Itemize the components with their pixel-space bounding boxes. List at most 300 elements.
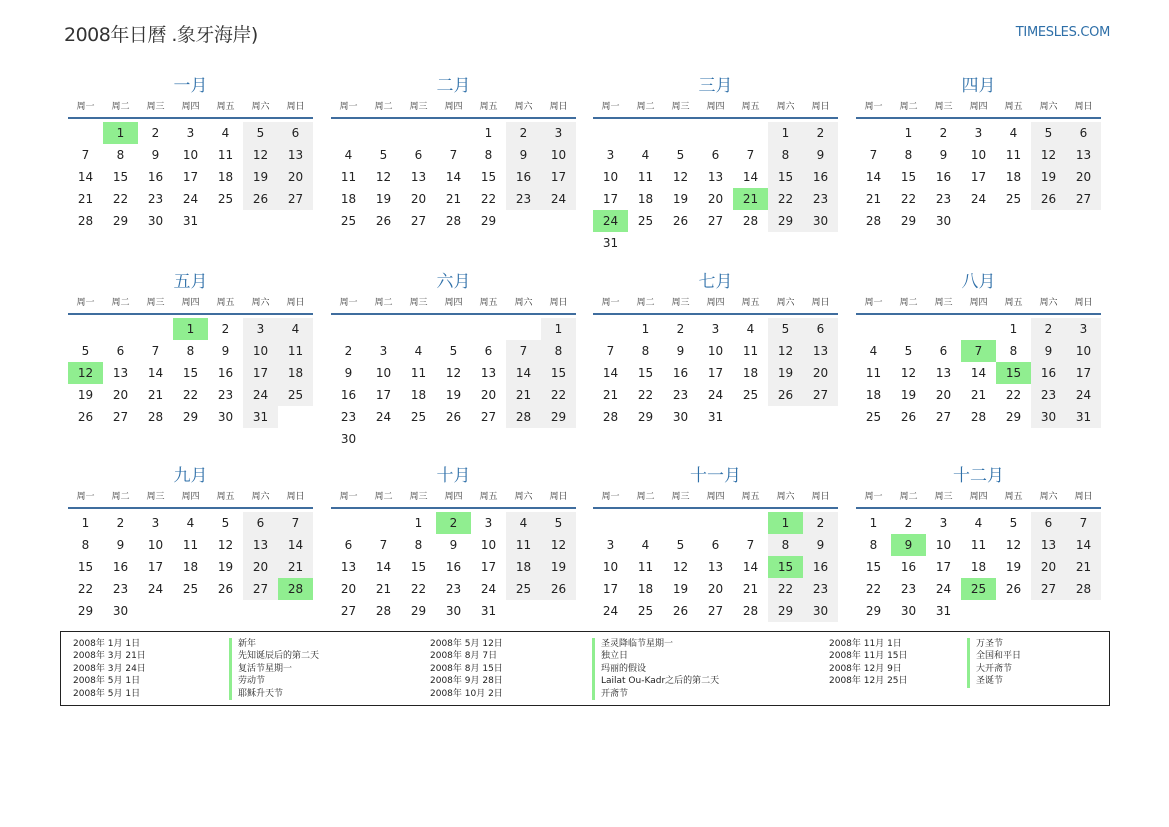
day-cell[interactable]: 4 bbox=[506, 512, 541, 534]
day-cell[interactable]: 22 bbox=[637, 388, 654, 402]
day-cell[interactable]: 24 bbox=[375, 410, 392, 424]
day-cell[interactable]: 21 bbox=[1066, 556, 1101, 578]
day-cell[interactable]: 18 bbox=[340, 192, 357, 206]
day-cell[interactable]: 27 bbox=[243, 578, 278, 600]
day-cell[interactable]: 22 bbox=[865, 582, 882, 596]
day-cell[interactable]: 6 bbox=[711, 538, 720, 552]
day-cell[interactable]: 10 bbox=[182, 148, 199, 162]
day-cell[interactable]: 21 bbox=[278, 556, 313, 578]
day-cell[interactable]: 2 bbox=[221, 322, 230, 336]
day-cell[interactable]: 20 bbox=[410, 192, 427, 206]
day-cell[interactable]: 12 bbox=[900, 366, 917, 380]
day-cell[interactable]: 11 bbox=[217, 148, 234, 162]
day-cell[interactable]: 14 bbox=[278, 534, 313, 556]
day-cell[interactable]: 1 bbox=[103, 122, 138, 144]
day-cell[interactable]: 12 bbox=[217, 538, 234, 552]
day-cell[interactable]: 15 bbox=[77, 560, 94, 574]
day-cell[interactable]: 26 bbox=[243, 188, 278, 210]
day-cell[interactable]: 28 bbox=[375, 604, 392, 618]
day-cell[interactable]: 1 bbox=[81, 516, 90, 530]
day-cell[interactable]: 17 bbox=[541, 166, 576, 188]
day-cell[interactable]: 18 bbox=[742, 366, 759, 380]
day-cell[interactable]: 4 bbox=[344, 148, 353, 162]
day-cell[interactable]: 24 bbox=[182, 192, 199, 206]
day-cell[interactable]: 25 bbox=[278, 384, 313, 406]
day-cell[interactable]: 15 bbox=[637, 366, 654, 380]
day-cell[interactable]: 29 bbox=[182, 410, 199, 424]
day-cell[interactable]: 4 bbox=[278, 318, 313, 340]
day-cell[interactable]: 17 bbox=[602, 192, 619, 206]
day-cell[interactable]: 3 bbox=[939, 516, 948, 530]
day-cell[interactable]: 5 bbox=[1031, 122, 1066, 144]
day-cell[interactable]: 27 bbox=[278, 188, 313, 210]
day-cell[interactable]: 6 bbox=[1031, 512, 1066, 534]
day-cell[interactable]: 25 bbox=[865, 410, 882, 424]
day-cell[interactable]: 8 bbox=[904, 148, 913, 162]
day-cell[interactable]: 20 bbox=[707, 192, 724, 206]
day-cell[interactable]: 22 bbox=[541, 384, 576, 406]
day-cell[interactable]: 26 bbox=[1005, 582, 1022, 596]
day-cell[interactable]: 5 bbox=[676, 148, 685, 162]
day-cell[interactable]: 26 bbox=[672, 214, 689, 228]
day-cell[interactable]: 4 bbox=[641, 148, 650, 162]
day-cell[interactable]: 12 bbox=[672, 170, 689, 184]
day-cell[interactable]: 13 bbox=[1066, 144, 1101, 166]
day-cell[interactable]: 15 bbox=[865, 560, 882, 574]
day-cell[interactable]: 1 bbox=[904, 126, 913, 140]
day-cell[interactable]: 20 bbox=[707, 582, 724, 596]
day-cell[interactable]: 2 bbox=[344, 344, 353, 358]
day-cell[interactable]: 11 bbox=[742, 344, 759, 358]
day-cell[interactable]: 4 bbox=[869, 344, 878, 358]
day-cell[interactable]: 31 bbox=[707, 410, 724, 424]
day-cell[interactable]: 15 bbox=[480, 170, 497, 184]
day-cell[interactable]: 6 bbox=[803, 318, 838, 340]
day-cell[interactable]: 9 bbox=[891, 534, 926, 556]
day-cell[interactable]: 24 bbox=[147, 582, 164, 596]
day-cell[interactable]: 11 bbox=[506, 534, 541, 556]
day-cell[interactable]: 30 bbox=[672, 410, 689, 424]
day-cell[interactable]: 15 bbox=[900, 170, 917, 184]
day-cell[interactable]: 15 bbox=[768, 556, 803, 578]
day-cell[interactable]: 24 bbox=[970, 192, 987, 206]
day-cell[interactable]: 27 bbox=[935, 410, 952, 424]
day-cell[interactable]: 4 bbox=[414, 344, 423, 358]
day-cell[interactable]: 28 bbox=[742, 604, 759, 618]
day-cell[interactable]: 16 bbox=[803, 556, 838, 578]
day-cell[interactable]: 28 bbox=[865, 214, 882, 228]
day-cell[interactable]: 18 bbox=[1005, 170, 1022, 184]
day-cell[interactable]: 3 bbox=[484, 516, 493, 530]
day-cell[interactable]: 7 bbox=[606, 344, 615, 358]
day-cell[interactable]: 29 bbox=[77, 604, 94, 618]
day-cell[interactable]: 28 bbox=[445, 214, 462, 228]
day-cell[interactable]: 21 bbox=[733, 188, 768, 210]
day-cell[interactable]: 29 bbox=[637, 410, 654, 424]
day-cell[interactable]: 20 bbox=[112, 388, 129, 402]
day-cell[interactable]: 8 bbox=[1009, 344, 1018, 358]
day-cell[interactable]: 1 bbox=[641, 322, 650, 336]
day-cell[interactable]: 5 bbox=[541, 512, 576, 534]
day-cell[interactable]: 16 bbox=[900, 560, 917, 574]
day-cell[interactable]: 7 bbox=[278, 512, 313, 534]
day-cell[interactable]: 23 bbox=[506, 188, 541, 210]
day-cell[interactable]: 28 bbox=[147, 410, 164, 424]
day-cell[interactable]: 17 bbox=[480, 560, 497, 574]
day-cell[interactable]: 31 bbox=[243, 406, 278, 428]
day-cell[interactable]: 25 bbox=[637, 604, 654, 618]
day-cell[interactable]: 27 bbox=[707, 214, 724, 228]
day-cell[interactable]: 11 bbox=[340, 170, 357, 184]
day-cell[interactable]: 14 bbox=[602, 366, 619, 380]
day-cell[interactable]: 21 bbox=[506, 384, 541, 406]
day-cell[interactable]: 23 bbox=[803, 188, 838, 210]
day-cell[interactable]: 21 bbox=[375, 582, 392, 596]
day-cell[interactable]: 5 bbox=[676, 538, 685, 552]
day-cell[interactable]: 28 bbox=[506, 406, 541, 428]
day-cell[interactable]: 26 bbox=[541, 578, 576, 600]
day-cell[interactable]: 28 bbox=[742, 214, 759, 228]
day-cell[interactable]: 23 bbox=[935, 192, 952, 206]
day-cell[interactable]: 3 bbox=[606, 148, 615, 162]
day-cell[interactable]: 2 bbox=[803, 122, 838, 144]
day-cell[interactable]: 16 bbox=[672, 366, 689, 380]
day-cell[interactable]: 21 bbox=[77, 192, 94, 206]
day-cell[interactable]: 10 bbox=[935, 538, 952, 552]
day-cell[interactable]: 12 bbox=[1005, 538, 1022, 552]
day-cell[interactable]: 19 bbox=[243, 166, 278, 188]
day-cell[interactable]: 16 bbox=[506, 166, 541, 188]
day-cell[interactable]: 13 bbox=[278, 144, 313, 166]
day-cell[interactable]: 25 bbox=[340, 214, 357, 228]
day-cell[interactable]: 7 bbox=[379, 538, 388, 552]
day-cell[interactable]: 1 bbox=[414, 516, 423, 530]
day-cell[interactable]: 10 bbox=[1066, 340, 1101, 362]
day-cell[interactable]: 9 bbox=[506, 144, 541, 166]
day-cell[interactable]: 12 bbox=[445, 366, 462, 380]
day-cell[interactable]: 6 bbox=[278, 122, 313, 144]
day-cell[interactable]: 31 bbox=[182, 214, 199, 228]
day-cell[interactable]: 13 bbox=[707, 170, 724, 184]
day-cell[interactable]: 1 bbox=[768, 122, 803, 144]
day-cell[interactable]: 5 bbox=[1009, 516, 1018, 530]
day-cell[interactable]: 8 bbox=[641, 344, 650, 358]
day-cell[interactable]: 14 bbox=[77, 170, 94, 184]
day-cell[interactable]: 3 bbox=[243, 318, 278, 340]
day-cell[interactable]: 16 bbox=[217, 366, 234, 380]
day-cell[interactable]: 27 bbox=[803, 384, 838, 406]
day-cell[interactable]: 27 bbox=[410, 214, 427, 228]
day-cell[interactable]: 3 bbox=[974, 126, 983, 140]
day-cell[interactable]: 13 bbox=[112, 366, 129, 380]
day-cell[interactable]: 25 bbox=[182, 582, 199, 596]
day-cell[interactable]: 29 bbox=[900, 214, 917, 228]
day-cell[interactable]: 1 bbox=[768, 512, 803, 534]
day-cell[interactable]: 3 bbox=[1066, 318, 1101, 340]
day-cell[interactable]: 30 bbox=[803, 210, 838, 232]
day-cell[interactable]: 15 bbox=[541, 362, 576, 384]
day-cell[interactable]: 4 bbox=[746, 322, 755, 336]
day-cell[interactable]: 16 bbox=[147, 170, 164, 184]
day-cell[interactable]: 16 bbox=[803, 166, 838, 188]
day-cell[interactable]: 19 bbox=[77, 388, 94, 402]
day-cell[interactable]: 14 bbox=[445, 170, 462, 184]
day-cell[interactable]: 1 bbox=[541, 318, 576, 340]
day-cell[interactable]: 22 bbox=[77, 582, 94, 596]
day-cell[interactable]: 7 bbox=[449, 148, 458, 162]
day-cell[interactable]: 8 bbox=[186, 344, 195, 358]
day-cell[interactable]: 12 bbox=[768, 340, 803, 362]
day-cell[interactable]: 22 bbox=[768, 188, 803, 210]
day-cell[interactable]: 29 bbox=[1005, 410, 1022, 424]
day-cell[interactable]: 1 bbox=[484, 126, 493, 140]
day-cell[interactable]: 24 bbox=[1066, 384, 1101, 406]
day-cell[interactable]: 29 bbox=[865, 604, 882, 618]
day-cell[interactable]: 8 bbox=[768, 144, 803, 166]
day-cell[interactable]: 29 bbox=[480, 214, 497, 228]
day-cell[interactable]: 29 bbox=[768, 600, 803, 622]
day-cell[interactable]: 3 bbox=[606, 538, 615, 552]
day-cell[interactable]: 20 bbox=[340, 582, 357, 596]
day-cell[interactable]: 7 bbox=[81, 148, 90, 162]
day-cell[interactable]: 18 bbox=[506, 556, 541, 578]
day-cell[interactable]: 10 bbox=[147, 538, 164, 552]
day-cell[interactable]: 22 bbox=[112, 192, 129, 206]
day-cell[interactable]: 5 bbox=[81, 344, 90, 358]
day-cell[interactable]: 24 bbox=[602, 604, 619, 618]
day-cell[interactable]: 3 bbox=[151, 516, 160, 530]
day-cell[interactable]: 17 bbox=[970, 170, 987, 184]
day-cell[interactable]: 21 bbox=[445, 192, 462, 206]
day-cell[interactable]: 19 bbox=[1031, 166, 1066, 188]
day-cell[interactable]: 5 bbox=[243, 122, 278, 144]
day-cell[interactable]: 25 bbox=[217, 192, 234, 206]
day-cell[interactable]: 15 bbox=[410, 560, 427, 574]
day-cell[interactable]: 16 bbox=[935, 170, 952, 184]
day-cell[interactable]: 19 bbox=[375, 192, 392, 206]
day-cell[interactable]: 10 bbox=[602, 170, 619, 184]
day-cell[interactable]: 8 bbox=[484, 148, 493, 162]
day-cell[interactable]: 7 bbox=[506, 340, 541, 362]
day-cell[interactable]: 31 bbox=[602, 236, 619, 250]
day-cell[interactable]: 18 bbox=[970, 560, 987, 574]
day-cell[interactable]: 3 bbox=[379, 344, 388, 358]
day-cell[interactable]: 17 bbox=[147, 560, 164, 574]
day-cell[interactable]: 26 bbox=[77, 410, 94, 424]
day-cell[interactable]: 23 bbox=[217, 388, 234, 402]
day-cell[interactable]: 23 bbox=[147, 192, 164, 206]
day-cell[interactable]: 22 bbox=[900, 192, 917, 206]
day-cell[interactable]: 31 bbox=[1066, 406, 1101, 428]
day-cell[interactable]: 24 bbox=[935, 582, 952, 596]
day-cell[interactable]: 19 bbox=[672, 582, 689, 596]
day-cell[interactable]: 23 bbox=[1031, 384, 1066, 406]
day-cell[interactable]: 8 bbox=[768, 534, 803, 556]
day-cell[interactable]: 20 bbox=[1066, 166, 1101, 188]
day-cell[interactable]: 9 bbox=[344, 366, 353, 380]
day-cell[interactable]: 19 bbox=[541, 556, 576, 578]
day-cell[interactable]: 20 bbox=[935, 388, 952, 402]
day-cell[interactable]: 23 bbox=[803, 578, 838, 600]
day-cell[interactable]: 18 bbox=[217, 170, 234, 184]
day-cell[interactable]: 11 bbox=[1005, 148, 1022, 162]
day-cell[interactable]: 23 bbox=[445, 582, 462, 596]
day-cell[interactable]: 2 bbox=[436, 512, 471, 534]
day-cell[interactable]: 18 bbox=[637, 582, 654, 596]
day-cell[interactable]: 14 bbox=[742, 170, 759, 184]
day-cell[interactable]: 8 bbox=[869, 538, 878, 552]
day-cell[interactable]: 5 bbox=[379, 148, 388, 162]
day-cell[interactable]: 18 bbox=[182, 560, 199, 574]
day-cell[interactable]: 26 bbox=[445, 410, 462, 424]
day-cell[interactable]: 28 bbox=[970, 410, 987, 424]
day-cell[interactable]: 30 bbox=[935, 214, 952, 228]
day-cell[interactable]: 10 bbox=[375, 366, 392, 380]
day-cell[interactable]: 23 bbox=[112, 582, 129, 596]
day-cell[interactable]: 12 bbox=[1031, 144, 1066, 166]
day-cell[interactable]: 16 bbox=[112, 560, 129, 574]
day-cell[interactable]: 10 bbox=[970, 148, 987, 162]
day-cell[interactable]: 4 bbox=[221, 126, 230, 140]
day-cell[interactable]: 27 bbox=[340, 604, 357, 618]
day-cell[interactable]: 25 bbox=[410, 410, 427, 424]
day-cell[interactable]: 11 bbox=[970, 538, 987, 552]
day-cell[interactable]: 13 bbox=[410, 170, 427, 184]
day-cell[interactable]: 17 bbox=[935, 560, 952, 574]
day-cell[interactable]: 27 bbox=[707, 604, 724, 618]
day-cell[interactable]: 9 bbox=[116, 538, 125, 552]
day-cell[interactable]: 7 bbox=[151, 344, 160, 358]
day-cell[interactable]: 20 bbox=[1031, 556, 1066, 578]
day-cell[interactable]: 9 bbox=[151, 148, 160, 162]
day-cell[interactable]: 6 bbox=[344, 538, 353, 552]
day-cell[interactable]: 1 bbox=[173, 318, 208, 340]
day-cell[interactable]: 30 bbox=[1031, 406, 1066, 428]
day-cell[interactable]: 17 bbox=[243, 362, 278, 384]
day-cell[interactable]: 11 bbox=[865, 366, 882, 380]
day-cell[interactable]: 28 bbox=[1066, 578, 1101, 600]
day-cell[interactable]: 12 bbox=[375, 170, 392, 184]
day-cell[interactable]: 11 bbox=[278, 340, 313, 362]
day-cell[interactable]: 11 bbox=[182, 538, 199, 552]
day-cell[interactable]: 9 bbox=[1031, 340, 1066, 362]
day-cell[interactable]: 19 bbox=[900, 388, 917, 402]
day-cell[interactable]: 25 bbox=[742, 388, 759, 402]
day-cell[interactable]: 9 bbox=[221, 344, 230, 358]
day-cell[interactable]: 31 bbox=[480, 604, 497, 618]
day-cell[interactable]: 5 bbox=[221, 516, 230, 530]
day-cell[interactable]: 7 bbox=[746, 148, 755, 162]
day-cell[interactable]: 13 bbox=[340, 560, 357, 574]
day-cell[interactable]: 26 bbox=[217, 582, 234, 596]
day-cell[interactable]: 23 bbox=[672, 388, 689, 402]
day-cell[interactable]: 25 bbox=[961, 578, 996, 600]
day-cell[interactable]: 7 bbox=[746, 538, 755, 552]
day-cell[interactable]: 14 bbox=[375, 560, 392, 574]
day-cell[interactable]: 16 bbox=[445, 560, 462, 574]
day-cell[interactable]: 30 bbox=[340, 432, 357, 446]
day-cell[interactable]: 27 bbox=[112, 410, 129, 424]
day-cell[interactable]: 12 bbox=[541, 534, 576, 556]
day-cell[interactable]: 6 bbox=[1066, 122, 1101, 144]
day-cell[interactable]: 10 bbox=[707, 344, 724, 358]
day-cell[interactable]: 15 bbox=[182, 366, 199, 380]
day-cell[interactable]: 23 bbox=[900, 582, 917, 596]
day-cell[interactable]: 7 bbox=[1066, 512, 1101, 534]
day-cell[interactable]: 5 bbox=[449, 344, 458, 358]
day-cell[interactable]: 17 bbox=[182, 170, 199, 184]
day-cell[interactable]: 12 bbox=[243, 144, 278, 166]
day-cell[interactable]: 2 bbox=[803, 512, 838, 534]
day-cell[interactable]: 20 bbox=[803, 362, 838, 384]
day-cell[interactable]: 29 bbox=[112, 214, 129, 228]
day-cell[interactable]: 6 bbox=[711, 148, 720, 162]
day-cell[interactable]: 21 bbox=[742, 582, 759, 596]
day-cell[interactable]: 13 bbox=[480, 366, 497, 380]
day-cell[interactable]: 2 bbox=[939, 126, 948, 140]
day-cell[interactable]: 26 bbox=[672, 604, 689, 618]
day-cell[interactable]: 2 bbox=[506, 122, 541, 144]
day-cell[interactable]: 28 bbox=[278, 578, 313, 600]
day-cell[interactable]: 15 bbox=[996, 362, 1031, 384]
day-cell[interactable]: 5 bbox=[768, 318, 803, 340]
day-cell[interactable]: 2 bbox=[1031, 318, 1066, 340]
day-cell[interactable]: 11 bbox=[637, 170, 654, 184]
day-cell[interactable]: 17 bbox=[1066, 362, 1101, 384]
day-cell[interactable]: 30 bbox=[803, 600, 838, 622]
day-cell[interactable]: 2 bbox=[116, 516, 125, 530]
day-cell[interactable]: 10 bbox=[243, 340, 278, 362]
day-cell[interactable]: 28 bbox=[77, 214, 94, 228]
day-cell[interactable]: 27 bbox=[1031, 578, 1066, 600]
day-cell[interactable]: 30 bbox=[445, 604, 462, 618]
day-cell[interactable]: 7 bbox=[869, 148, 878, 162]
day-cell[interactable]: 21 bbox=[865, 192, 882, 206]
day-cell[interactable]: 19 bbox=[1005, 560, 1022, 574]
day-cell[interactable]: 25 bbox=[506, 578, 541, 600]
day-cell[interactable]: 11 bbox=[410, 366, 427, 380]
day-cell[interactable]: 6 bbox=[484, 344, 493, 358]
day-cell[interactable]: 14 bbox=[147, 366, 164, 380]
day-cell[interactable]: 9 bbox=[803, 144, 838, 166]
day-cell[interactable]: 18 bbox=[637, 192, 654, 206]
day-cell[interactable]: 19 bbox=[672, 192, 689, 206]
day-cell[interactable]: 29 bbox=[541, 406, 576, 428]
day-cell[interactable]: 17 bbox=[375, 388, 392, 402]
day-cell[interactable]: 28 bbox=[602, 410, 619, 424]
day-cell[interactable]: 19 bbox=[217, 560, 234, 574]
day-cell[interactable]: 4 bbox=[1009, 126, 1018, 140]
day-cell[interactable]: 9 bbox=[939, 148, 948, 162]
day-cell[interactable]: 26 bbox=[375, 214, 392, 228]
day-cell[interactable]: 9 bbox=[449, 538, 458, 552]
day-cell[interactable]: 24 bbox=[480, 582, 497, 596]
day-cell[interactable]: 5 bbox=[904, 344, 913, 358]
day-cell[interactable]: 29 bbox=[410, 604, 427, 618]
day-cell[interactable]: 15 bbox=[768, 166, 803, 188]
day-cell[interactable]: 30 bbox=[147, 214, 164, 228]
day-cell[interactable]: 14 bbox=[506, 362, 541, 384]
day-cell[interactable]: 18 bbox=[410, 388, 427, 402]
day-cell[interactable]: 24 bbox=[707, 388, 724, 402]
day-cell[interactable]: 30 bbox=[217, 410, 234, 424]
day-cell[interactable]: 22 bbox=[410, 582, 427, 596]
day-cell[interactable]: 12 bbox=[68, 362, 103, 384]
day-cell[interactable]: 24 bbox=[243, 384, 278, 406]
day-cell[interactable]: 1 bbox=[1009, 322, 1018, 336]
day-cell[interactable]: 13 bbox=[935, 366, 952, 380]
day-cell[interactable]: 21 bbox=[970, 388, 987, 402]
